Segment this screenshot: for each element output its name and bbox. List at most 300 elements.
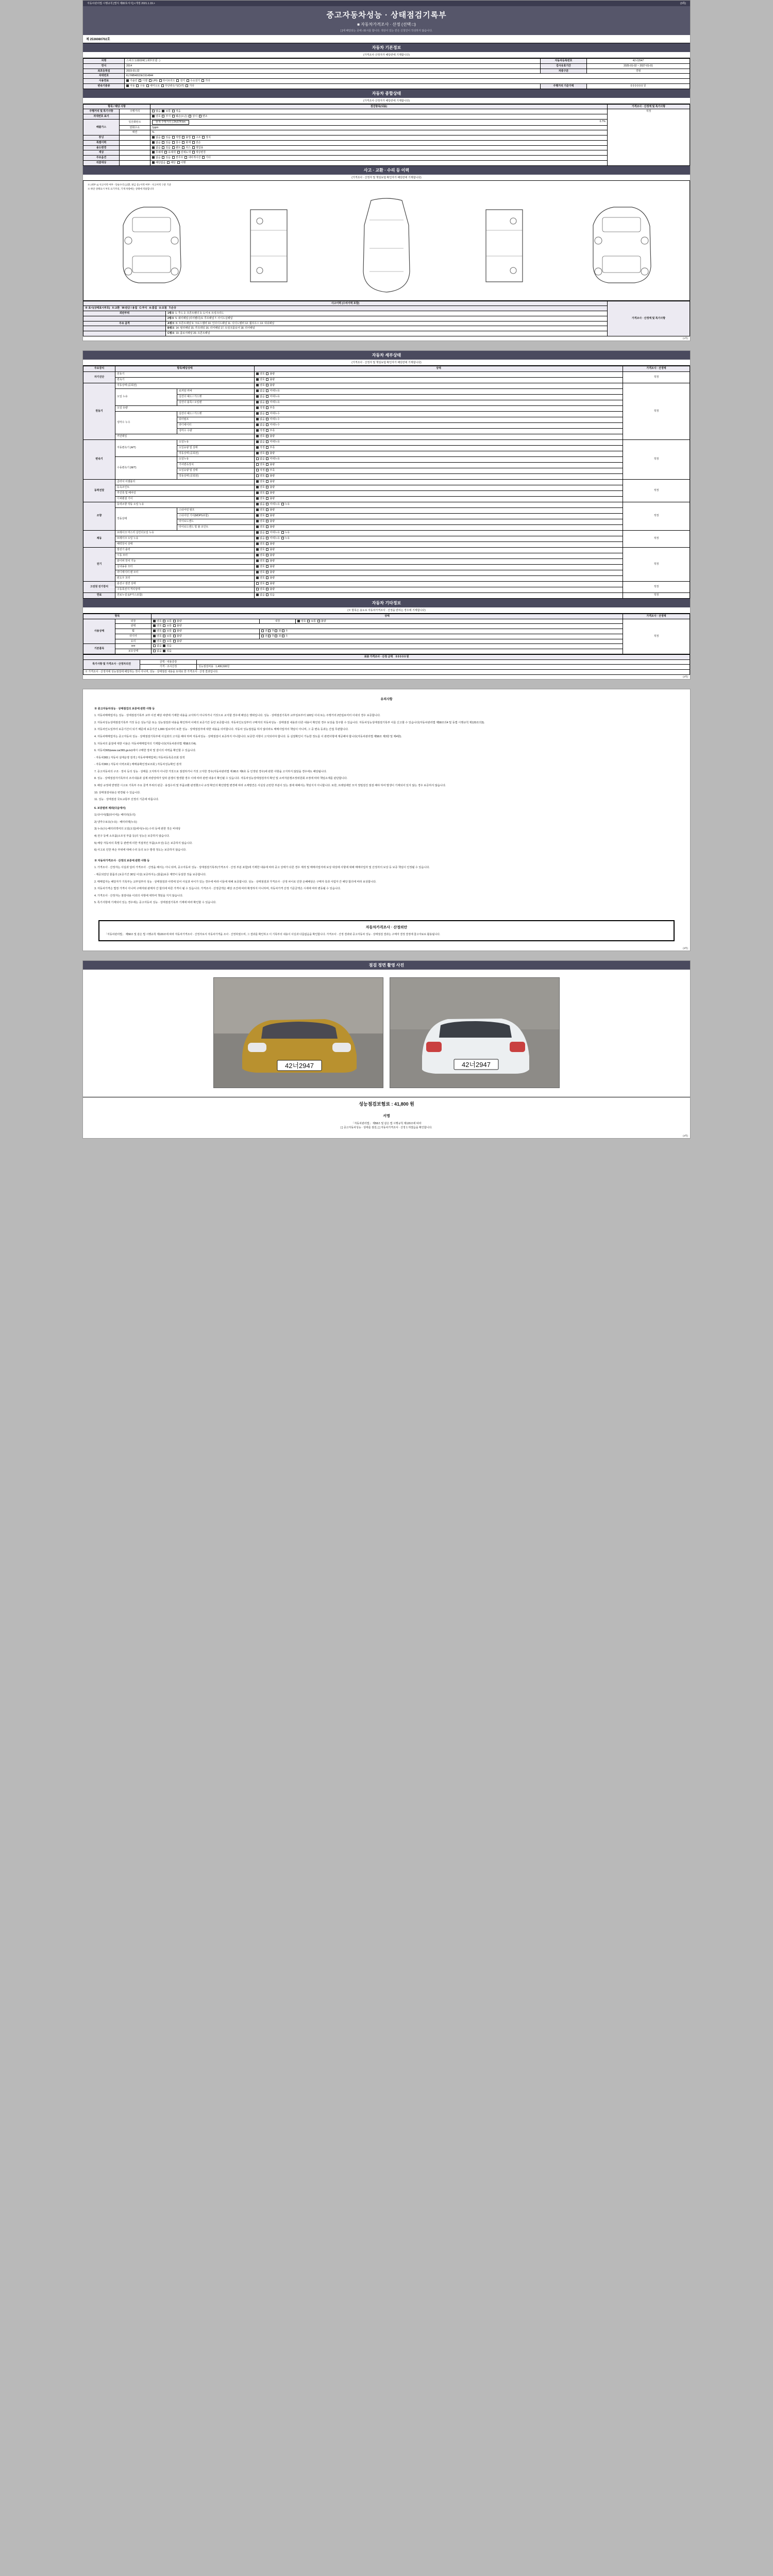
part-group-frame-3: [83, 331, 166, 336]
checkbox-icon[interactable]: [152, 151, 155, 154]
fuel-option[interactable]: 기타: [201, 79, 210, 82]
state-el-5: 양호 불량: [255, 575, 623, 581]
table-row: [83, 456, 690, 462]
checkbox-icon[interactable]: [256, 537, 259, 539]
checkbox-icon[interactable]: [202, 136, 205, 139]
car-top-diagram: [348, 194, 425, 297]
checkbox-icon[interactable]: [256, 446, 259, 449]
header-item: 항목 / 해당 사항: [83, 104, 150, 109]
checkbox-icon[interactable]: [177, 161, 180, 164]
checkbox-icon[interactable]: [256, 560, 259, 562]
checkbox-icon[interactable]: [266, 588, 268, 590]
table-row: [83, 629, 690, 634]
memo-value: 적정: [646, 110, 651, 113]
group-fuel: 연료: [83, 592, 115, 598]
checkbox-icon[interactable]: [163, 620, 165, 622]
row-opts-special-history: 없음 있음 침수 화재 전손: [150, 140, 608, 145]
checkbox-icon[interactable]: [126, 79, 129, 82]
row-detail-special-history: [120, 140, 150, 145]
checkbox-icon[interactable]: [256, 509, 259, 511]
label-vin: 차대번호: [83, 74, 125, 79]
checkbox-icon[interactable]: [256, 486, 259, 488]
header-other-state: 상태: [152, 614, 623, 619]
form-reference: 자동차관리법 시행규칙 [별지 제82호서식] <개정 2021.1.19.>: [87, 2, 155, 5]
checkbox-icon[interactable]: [162, 115, 164, 117]
table-row: [83, 536, 690, 541]
checkbox-icon[interactable]: [153, 640, 156, 642]
checkbox-icon[interactable]: [187, 79, 189, 82]
checkbox-icon[interactable]: [266, 480, 268, 483]
checkbox-icon[interactable]: [261, 635, 264, 637]
part-items-rank1: 1랭크 1. 후드 2. 프론트휀더 3. 도어 4. 트렁크리드: [166, 311, 608, 316]
page-subtitle: ■ 자동차가격조사 · 산정 (선택 □): [357, 22, 416, 27]
checkbox-icon[interactable]: [162, 141, 164, 144]
checkbox-icon[interactable]: [256, 582, 259, 585]
checkbox-icon[interactable]: [152, 110, 155, 112]
state-trans-4: 양호 불량: [255, 462, 623, 468]
checkbox-icon[interactable]: [256, 571, 259, 573]
checkbox-icon[interactable]: [256, 412, 259, 415]
detail-state-table: [83, 366, 690, 599]
checkbox-icon[interactable]: [256, 401, 259, 403]
checkbox-icon[interactable]: [307, 620, 310, 622]
state-exterior: 양호 보통 불량: [152, 619, 260, 624]
checkbox-icon[interactable]: [266, 514, 268, 517]
state-hold: 없음 있음: [152, 649, 623, 654]
row-value-hc: 1ppm: [150, 125, 608, 130]
checkbox-icon[interactable]: [256, 463, 259, 466]
checkbox-icon[interactable]: [266, 384, 268, 386]
checkbox-icon[interactable]: [162, 136, 164, 139]
checkbox-icon[interactable]: [167, 161, 170, 164]
fuel-option[interactable]: LPG: [149, 79, 158, 82]
sheet-1-corner: (1쪽): [683, 336, 688, 340]
car-diagram-row: [86, 191, 687, 298]
notice-paragraph: 7. 중고자동차의 구조 · 장치 등의 성능 · 상태를 고지하지 아니한 거짓으로 점검하거나 거짓 고지한 경우(자동차관리법 제 80조 제6호 등 인정된 경우)에 관한 사항을 고지하지 않았을 경우에도 해당됩니다.: [94, 770, 327, 773]
checkbox-icon[interactable]: [126, 84, 129, 87]
section-accident-subband: (가격조사 · 산정자 및 책임보험 확인자가 해당란에 기재합니다): [83, 175, 690, 181]
item-engine-4: 오일 유량: [115, 405, 255, 411]
checkbox-icon[interactable]: [266, 474, 268, 477]
group-steering: 조향: [83, 502, 115, 530]
table-row: [83, 541, 690, 547]
state-hv-0: 양호 불량: [255, 581, 623, 587]
checkbox-icon[interactable]: [266, 457, 268, 460]
transmission-option[interactable]: 자동: [126, 84, 135, 88]
accident-diagram: [83, 181, 690, 301]
checkbox-icon[interactable]: [266, 571, 268, 573]
sub-engine-8: 냉각수 수량: [177, 428, 255, 434]
table-row: [83, 119, 690, 125]
checkbox-icon[interactable]: [256, 457, 259, 460]
checkbox-icon[interactable]: [266, 537, 268, 539]
notice-paragraph: 6. 자동차365(www.car365.go.kr)에서 구매한 장차 및 갈이의 여력을 확인할 수 있습니다.: [94, 749, 196, 753]
item-engine-coolant: 냉각수 누수: [115, 411, 177, 434]
checkbox-icon[interactable]: [162, 146, 164, 149]
checkbox-icon[interactable]: [266, 497, 268, 500]
checkbox-icon[interactable]: [256, 588, 259, 590]
state-pt-1: 양호 불량: [255, 485, 623, 490]
table-row: [83, 479, 690, 485]
checkbox-icon[interactable]: [184, 156, 187, 159]
table-row: [83, 74, 690, 79]
state-trans-0: 없음 미세누유: [255, 439, 623, 445]
checkbox-icon[interactable]: [149, 79, 152, 82]
checkbox-icon[interactable]: [256, 429, 259, 432]
checkbox-icon[interactable]: [266, 378, 268, 381]
state-el-1: 양호 불량: [255, 553, 623, 558]
checkbox-icon[interactable]: [173, 635, 176, 637]
item-st-0: 동력조향 작동 오일 누유: [115, 502, 255, 507]
transmission-option[interactable]: 무단변속기(CVT): [161, 84, 184, 88]
checkbox-icon[interactable]: [256, 440, 259, 443]
checkbox-icon[interactable]: [172, 110, 175, 112]
checkbox-icon[interactable]: [163, 645, 165, 647]
label-car-type: 차종구분: [541, 69, 587, 74]
item-self-engine: 원동기: [115, 371, 255, 377]
memo-electric: 적정: [623, 547, 690, 581]
rear-photo: [390, 977, 560, 1088]
checkbox-icon[interactable]: [146, 84, 149, 87]
checkbox-icon[interactable]: [163, 650, 165, 652]
checkbox-icon[interactable]: [256, 526, 259, 528]
footer-legal: [83, 1120, 690, 1134]
table-row: [83, 377, 690, 383]
checkbox-icon[interactable]: [256, 452, 259, 454]
memo-engine: 적정: [623, 383, 690, 439]
checkbox-icon[interactable]: [163, 630, 165, 632]
clause6-item: 2) 냉각수보유(누유) · 배터리액(누유): [94, 820, 137, 824]
label-car-name: 차명: [83, 59, 125, 64]
table-row: [83, 530, 690, 536]
checkbox-icon[interactable]: [256, 474, 259, 477]
checkbox-icon[interactable]: [256, 594, 259, 596]
checkbox-icon[interactable]: [153, 645, 156, 647]
checkbox-icon[interactable]: [182, 141, 184, 144]
checkbox-icon[interactable]: [164, 151, 167, 154]
checkbox-icon[interactable]: [266, 582, 268, 585]
checkbox-icon[interactable]: [275, 635, 277, 637]
table-row: [83, 639, 690, 644]
state-self-engine: 양호 불량: [255, 371, 623, 377]
checkbox-icon[interactable]: [163, 640, 165, 642]
checkbox-icon[interactable]: [266, 412, 268, 415]
checkbox-icon[interactable]: [153, 624, 156, 627]
checkbox-icon[interactable]: [266, 389, 268, 392]
checkbox-icon[interactable]: [256, 577, 259, 579]
checkbox-icon[interactable]: [266, 452, 268, 454]
fuel-option[interactable]: 전기: [176, 79, 185, 82]
table-row: [83, 619, 690, 624]
notice-paragraph: 3. 자동차인도일부터 보증기간이 되기 때문에 보증기간 1,000 킬로미터 또한 성능 · 상태점검자에 대한 내용을 의미합니다. 자동차 성능점검을 하지 않더라도 매매사업자의 책임이 아니며, 그 중 변속 등과는 간접 무관합니다.: [94, 728, 349, 732]
checkbox-icon[interactable]: [261, 630, 264, 632]
checkbox-icon[interactable]: [199, 115, 201, 117]
header-price: 가격조사 · 산정액: [623, 366, 690, 371]
price-amount: 0 0 0 0 0 원: [395, 655, 409, 658]
checkbox-icon[interactable]: [266, 446, 268, 449]
item-pt-0: 클러치 어셈블리: [115, 479, 255, 485]
checkbox-icon[interactable]: [152, 115, 155, 117]
checkbox-icon[interactable]: [176, 79, 179, 82]
part-items-rankB: B랭크 14. 필러패널 15. 루프레일 16. 리어패널 17. 트렁크플로어 18. 리어패널: [166, 326, 608, 331]
checkbox-icon[interactable]: [172, 115, 175, 117]
checkbox-icon[interactable]: [266, 543, 268, 545]
state-engine-3: 없음 미세누유: [255, 400, 623, 405]
checkbox-icon[interactable]: [256, 531, 259, 534]
notice2-paragraph: 4. 가격조사 · 산정자는 점검내용 이외의 사항에 대하여 책임을 지지 않습니다.: [94, 894, 183, 897]
checkbox-icon[interactable]: [266, 435, 268, 437]
header-other-price: 가격조사 · 산정액: [623, 614, 690, 619]
checkbox-icon[interactable]: [163, 635, 165, 637]
checkbox-icon[interactable]: [153, 650, 156, 652]
checkbox-icon[interactable]: [177, 151, 180, 154]
fuel-option[interactable]: 수소전기: [187, 79, 200, 82]
section-accident-band: 사고 · 교환 · 수리 등 이력: [83, 166, 690, 175]
state-st-2: 양호 불량: [255, 513, 623, 519]
label-fuel: 사용연료: [83, 79, 125, 84]
item-el-5: 윈도우 모터: [115, 575, 255, 581]
checkbox-icon[interactable]: [172, 136, 175, 139]
checkbox-icon[interactable]: [182, 146, 184, 149]
rear-photo-plate: 42너2947: [461, 1061, 491, 1069]
checkbox-icon[interactable]: [186, 84, 188, 87]
checkbox-icon[interactable]: [266, 406, 268, 409]
sheet-4-corner: (4쪽): [683, 1134, 688, 1138]
checkbox-icon[interactable]: [161, 84, 164, 87]
value-car-name: 스파크 1.0DOHC (세부모델 : ): [125, 59, 541, 64]
part-group-frame-2: [83, 326, 166, 331]
checkbox-icon[interactable]: [256, 520, 259, 522]
fuel-option[interactable]: 가솔린: [126, 79, 138, 82]
table-row: [83, 659, 690, 665]
checkbox-icon[interactable]: [256, 372, 259, 375]
checkbox-icon[interactable]: [266, 395, 268, 398]
row-label-vin-mark: 차대번호 표기: [83, 114, 120, 120]
row-label-emission: 배출가스: [83, 119, 120, 135]
checkbox-icon[interactable]: [256, 543, 259, 545]
checkbox-icon[interactable]: [256, 378, 259, 381]
checkbox-icon[interactable]: [266, 554, 268, 556]
checkbox-icon[interactable]: [152, 136, 155, 139]
label-inspection-period: 검사유효기간: [541, 63, 587, 69]
checkbox-icon[interactable]: [275, 630, 277, 632]
checkbox-icon[interactable]: [172, 156, 175, 159]
checkbox-icon[interactable]: [153, 620, 156, 622]
table-row: [83, 316, 690, 321]
notice-paragraph: 1. 자동차매매업자는 성능 · 상태점검기록부 교부 이전 해당 차량에 기재한 내용을 교지하기 아니하거나 거짓으로 교지할 경우에 해당은 행위입니다. 성능 · 상태점검기록부 교부일로부터 120일 이내 또는 주행거리 2만킬로미터 이내의 경우 보증합니다.: [94, 714, 381, 718]
checkbox-icon[interactable]: [152, 161, 155, 164]
checkbox-icon[interactable]: [266, 401, 268, 403]
section-photos-band: 점검 정면 촬영 사진: [83, 961, 690, 970]
front-photo: [213, 977, 383, 1088]
checkbox-icon[interactable]: [266, 492, 268, 494]
checkbox-icon[interactable]: [256, 492, 259, 494]
checkbox-icon[interactable]: [256, 423, 259, 426]
header-state: 상태: [255, 366, 623, 371]
checkbox-icon[interactable]: [173, 630, 176, 632]
fuel-option[interactable]: 디젤: [139, 79, 147, 82]
checkbox-icon[interactable]: [266, 440, 268, 443]
table-row: [83, 496, 690, 502]
item-fu-0: 연료누설 (LP가스포함): [115, 592, 255, 598]
checkbox-icon[interactable]: [266, 469, 268, 471]
value-first-reg: 2015-01-22: [125, 69, 541, 74]
checkbox-icon[interactable]: [281, 531, 284, 534]
value-plate: 42너2947: [587, 59, 690, 64]
checkbox-icon[interactable]: [281, 503, 284, 505]
checkbox-icon[interactable]: [256, 469, 259, 471]
checkbox-icon[interactable]: [256, 418, 259, 420]
group-braking: 제동: [83, 530, 115, 547]
state-engine-6: 없음 미세누수: [255, 417, 623, 422]
row-value-smoke: %: [150, 130, 608, 135]
section-other-subband: (※ 항목은 용도로 자동차가격조사 · 산정을 받하는 경우에 기재합니다): [83, 607, 690, 614]
checkbox-icon[interactable]: [162, 110, 164, 112]
checkbox-icon[interactable]: [172, 141, 175, 144]
item-el-0: 발전기 출력: [115, 547, 255, 553]
checkbox-icon[interactable]: [173, 640, 176, 642]
checkbox-icon[interactable]: [173, 620, 176, 622]
checkbox-icon[interactable]: [152, 141, 155, 144]
checkbox-icon[interactable]: [297, 620, 300, 622]
state-engine-7: 없음 미세누수: [255, 422, 623, 428]
row-opts-usage-change: 없음 있음 렌트 리스 영업용: [150, 145, 608, 150]
checkbox-icon[interactable]: [182, 136, 184, 139]
checkbox-icon[interactable]: [317, 620, 320, 622]
checkbox-icon[interactable]: [266, 577, 268, 579]
checkbox-icon[interactable]: [256, 480, 259, 483]
checkbox-icon[interactable]: [201, 79, 204, 82]
sub-trans-6: 작동상태 (공회전): [177, 473, 255, 479]
checkbox-icon[interactable]: [256, 497, 259, 500]
checkbox-icon[interactable]: [139, 79, 141, 82]
checkbox-icon[interactable]: [266, 531, 268, 534]
checkbox-icon[interactable]: [268, 635, 271, 637]
sub-engine-5: 실린더 헤드 / 가스켓: [177, 411, 255, 417]
checkbox-icon[interactable]: [266, 429, 268, 432]
checkbox-icon[interactable]: [266, 463, 268, 466]
checkbox-icon[interactable]: [266, 520, 268, 522]
checkbox-icon[interactable]: [192, 136, 195, 139]
transmission-option[interactable]: 기타: [186, 84, 194, 88]
checkbox-icon[interactable]: [192, 141, 195, 144]
table-header-row: [83, 104, 690, 109]
label-transmission: 변속기종류: [83, 83, 125, 89]
checkbox-icon[interactable]: [256, 548, 259, 551]
state-engine-4: 적정 부족: [255, 405, 623, 411]
checkbox-icon[interactable]: [163, 624, 165, 627]
table-header-row: [83, 614, 690, 619]
notice2-paragraph: 5. 특기사항에 기재되어 있는 경우에는 중고자동차 성능 · 상태점검기록부 기재에 따라 확인할 수 있습니다.: [94, 901, 216, 905]
checkbox-icon[interactable]: [256, 554, 259, 556]
table-row: [83, 63, 690, 69]
group-self-diagnosis: 자기진단: [83, 371, 115, 383]
value-car-type: 경형: [587, 69, 690, 74]
section-detail-subband: (가격조사 · 산정자 및 책임보험 확인자가 해당란에 기재합니다): [83, 360, 690, 366]
checkbox-icon[interactable]: [256, 435, 259, 437]
fuel-option[interactable]: 하이브리드: [159, 79, 175, 82]
transmission-option[interactable]: 수동: [136, 84, 145, 88]
item-hv-1: 구동축전지 격리상태: [115, 587, 255, 592]
checkbox-icon[interactable]: [153, 635, 156, 637]
checkbox-icon[interactable]: [152, 146, 155, 149]
checkbox-icon[interactable]: [136, 84, 139, 87]
fuel-options: [125, 79, 690, 84]
row-detail-color: [120, 150, 150, 156]
checkbox-icon[interactable]: [159, 79, 162, 82]
table-row: [83, 649, 690, 654]
checkbox-icon[interactable]: [268, 630, 271, 632]
checkbox-icon[interactable]: [266, 526, 268, 528]
state-trans-6: 양호 불량: [255, 473, 623, 479]
table-row: [83, 321, 690, 326]
checkbox-icon[interactable]: [266, 548, 268, 551]
accident-note-1: ※ (세부 1) 사고이력 여부 - 단순수리 (교환, 판금 등) 이력 여부 - 사고이력 구분 기준: [88, 183, 172, 186]
checkbox-icon[interactable]: [256, 384, 259, 386]
checkbox-icon[interactable]: [162, 156, 164, 159]
state-tire: 양호 보통 불량: [152, 634, 260, 639]
checkbox-icon[interactable]: [256, 406, 259, 409]
label-odometer-base: 주행거리 기준가액: [541, 83, 587, 89]
price-summary-table: [83, 654, 690, 675]
checkbox-icon[interactable]: [266, 503, 268, 505]
checkbox-icon[interactable]: [282, 635, 284, 637]
declaration-body: 「자동차관리법」 제58조 및 같은 법 시행규칙 제120조에 따라 자동차가격조사 · 산정자로서 자동차가격을 조사 · 산정하였으며, 그 결과를 확인하고 이 기록부의 내용이 사실과 다름없음을 확인합니다. 가격조사 · 산정 결과와 중고자동차 성능 · 상태점검 결과는 구매자 결정 결정에 참고자료로 활용됩니다.: [105, 933, 441, 936]
sub-st-2: 스티어링 기어(MDPS포함): [177, 513, 255, 519]
checkbox-icon[interactable]: [266, 418, 268, 420]
checkbox-icon[interactable]: [256, 514, 259, 517]
checkbox-icon[interactable]: [189, 115, 191, 117]
sub-trans-2: 작동상태 (공회전): [177, 451, 255, 456]
checkbox-icon[interactable]: [266, 423, 268, 426]
sub-trans-5: 오일유량 및 상태: [177, 468, 255, 473]
checkbox-icon[interactable]: [172, 146, 175, 149]
checkbox-icon[interactable]: [192, 151, 195, 154]
sub-engine-7: 라디에이터: [177, 422, 255, 428]
checkbox-icon[interactable]: [256, 503, 259, 505]
memo-transmission: 적정: [623, 439, 690, 479]
checkbox-icon[interactable]: [153, 630, 156, 632]
checkbox-icon[interactable]: [256, 565, 259, 568]
checkbox-icon[interactable]: [192, 146, 195, 149]
table-row: [83, 125, 690, 130]
checkbox-icon[interactable]: [202, 156, 205, 159]
checkbox-icon[interactable]: [256, 395, 259, 398]
state-br-1: 없음 미세누유 누유: [255, 536, 623, 541]
memo-fuel: 적정: [623, 592, 690, 598]
item-mt: 수동변속기 (M/T): [115, 456, 177, 479]
checkbox-icon[interactable]: [266, 372, 268, 375]
item-engine-0: 작동상태 (공회전): [115, 383, 255, 388]
checkbox-icon[interactable]: [266, 594, 268, 596]
price-row-value-1: [197, 665, 690, 670]
checkbox-icon[interactable]: [266, 486, 268, 488]
checkbox-icon[interactable]: [281, 537, 284, 539]
checkbox-icon[interactable]: [266, 565, 268, 568]
memo-powertrain: 적정: [623, 479, 690, 502]
checkbox-icon[interactable]: [256, 389, 259, 392]
checkbox-icon[interactable]: [282, 630, 284, 632]
checkbox-icon[interactable]: [266, 560, 268, 562]
transmission-option[interactable]: 세미오토: [146, 84, 160, 88]
row-opts-vin-mark: 양호 부식 훼손(오손) 상이 변조: [150, 114, 608, 120]
front-photo-plate: 42너2947: [285, 1062, 314, 1070]
checkbox-icon[interactable]: [266, 509, 268, 511]
checkbox-icon[interactable]: [152, 156, 155, 159]
table-row: [83, 439, 690, 445]
checkbox-icon[interactable]: [173, 624, 176, 627]
page-indicator: (3쪽): [680, 2, 686, 5]
